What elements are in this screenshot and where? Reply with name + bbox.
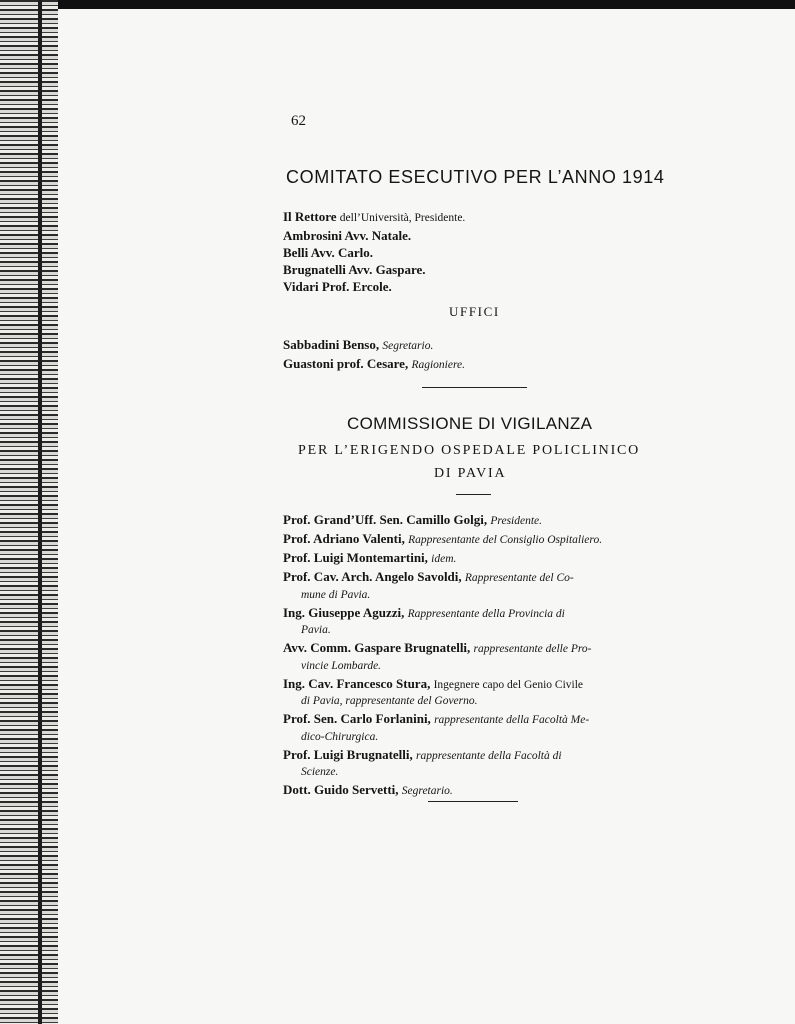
member-name: Dott. Guido Servetti, xyxy=(283,782,399,797)
member-name: Prof. Sen. Carlo Forlanini, xyxy=(283,711,431,726)
member-role-continuation: mune di Pavia. xyxy=(301,588,371,601)
title-divider xyxy=(456,494,491,495)
member-name: Vidari Prof. Ercole. xyxy=(283,279,392,294)
section2-member-list xyxy=(283,512,668,801)
list-item xyxy=(283,512,668,530)
member-role: Rappresentante della Provincia di xyxy=(407,607,565,620)
list-item xyxy=(283,676,668,710)
member-name: Prof. Cav. Arch. Angelo Savoldi, xyxy=(283,569,462,584)
list-item xyxy=(283,355,465,374)
section2-subtitle: PER L’ERIGENDO OSPEDALE POLICLINICO xyxy=(298,443,641,458)
list-item xyxy=(283,336,465,355)
member-role: rappresentante della Facoltà di xyxy=(416,749,562,762)
list-item xyxy=(283,569,668,603)
section-divider xyxy=(422,387,527,388)
member-name: Prof. Grand’Uff. Sen. Camillo Golgi, xyxy=(283,512,488,527)
section2-subtitle-place: DI PAVIA xyxy=(434,466,507,481)
list-item xyxy=(283,244,465,261)
member-role: Ragioniere. xyxy=(411,359,465,371)
member-name: Ing. Giuseppe Aguzzi, xyxy=(283,604,405,620)
member-name: Brugnatelli Avv. Gaspare. xyxy=(283,262,426,277)
list-item xyxy=(283,550,668,568)
list-item xyxy=(283,227,465,244)
member-role: Segretario. xyxy=(401,785,453,797)
list-item xyxy=(283,261,465,278)
member-role: Rappresentante del Consiglio Ospitaliero. xyxy=(408,534,603,546)
member-role: idem. xyxy=(431,553,457,565)
member-name: Belli Avv. Carlo. xyxy=(283,245,374,260)
member-role-continuation: vincie Lombarde. xyxy=(301,659,382,672)
uffici-member-list xyxy=(283,336,465,374)
uffici-title: UFFICI xyxy=(449,304,500,319)
member-name: Ambrosini Avv. Natale. xyxy=(283,228,412,243)
end-divider xyxy=(428,801,518,802)
member-role: Rappresentante del Co- xyxy=(464,572,574,584)
list-item xyxy=(283,278,465,295)
section1-title: COMITATO ESECUTIVO PER L’ANNO 1914 xyxy=(286,167,665,187)
member-role: Ingegnere capo del Genio Civile xyxy=(433,678,584,691)
scan-top-edge xyxy=(0,0,795,9)
member-name: Guastoni prof. Cesare, xyxy=(283,356,409,371)
member-role: rappresentante delle Pro- xyxy=(473,643,592,655)
member-name: Prof. Luigi Montemartini, xyxy=(283,550,428,565)
member-role-continuation: di Pavia, rappresentante del Governo. xyxy=(301,695,478,707)
list-item xyxy=(283,640,668,674)
member-name: Ing. Cav. Francesco Stura, xyxy=(283,675,431,691)
member-name: Avv. Comm. Gaspare Brugnatelli, xyxy=(283,640,471,655)
member-role: dell’Università, Presidente. xyxy=(339,212,466,224)
member-name: Il Rettore xyxy=(283,209,337,224)
list-item xyxy=(283,711,668,745)
list-item xyxy=(283,208,465,227)
member-role: Presidente. xyxy=(490,515,543,527)
list-item xyxy=(283,747,668,781)
list-item xyxy=(283,531,668,549)
list-item xyxy=(283,605,668,639)
member-role: Segretario. xyxy=(382,340,434,352)
member-role-continuation: Scienze. xyxy=(301,766,339,778)
member-name: Prof. Luigi Brugnatelli, xyxy=(283,746,413,762)
section2-title: COMMISSIONE DI VIGILANZA xyxy=(347,414,593,433)
section1-member-list xyxy=(283,208,465,295)
member-name: Sabbadini Benso, xyxy=(283,337,380,352)
member-role-continuation: dico-Chirurgica. xyxy=(301,730,379,743)
list-item xyxy=(283,782,668,800)
page-number: 62 xyxy=(291,113,306,129)
member-name: Prof. Adriano Valenti, xyxy=(283,531,405,546)
member-role-continuation: Pavia. xyxy=(301,624,331,636)
book-binding-edge xyxy=(0,0,58,1024)
member-role: rappresentante della Facoltà Me- xyxy=(434,714,590,726)
